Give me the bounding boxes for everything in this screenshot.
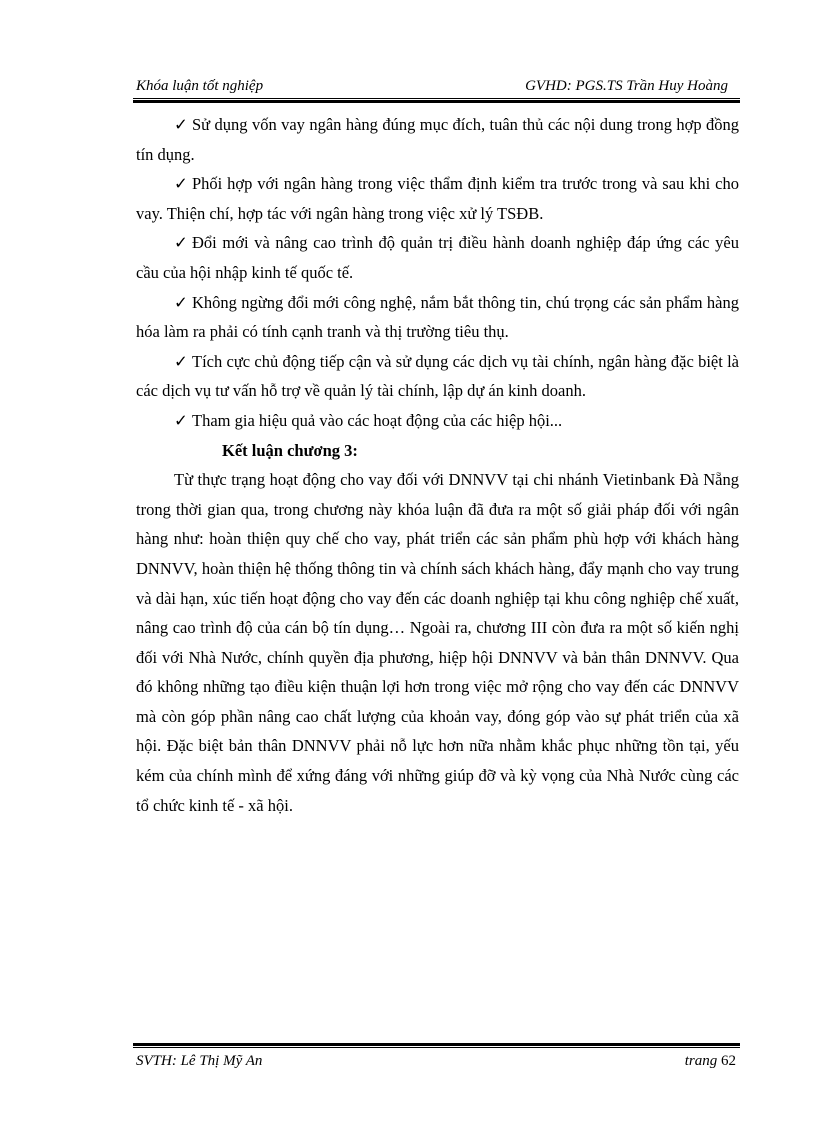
bullet-text: Không ngừng đổi mới công nghệ, nắm bắt thông tin, chú trọng các sản phẩm hàng hóa làm ra phải có tính cạnh tranh và thị trường tiêu thụ. — [136, 292, 739, 342]
check-mark-icon: ✓ — [174, 115, 188, 134]
footer-divider — [133, 1043, 740, 1048]
bullet-text: Tham gia hiệu quả vào các hoạt động của các hiệp hội... — [192, 410, 563, 430]
bullet-text: Đổi mới và nâng cao trình độ quản trị điều hành doanh nghiệp đáp ứng các yêu cầu của hội nhập kinh tế quốc tế. — [136, 233, 739, 282]
bullet-item — [136, 406, 739, 436]
bullet-text: Phối hợp với ngân hàng trong việc thẩm định kiểm tra trước trong và sau khi cho vay. Thiện chí, hợp tác với ngân hàng trong việc xử lý TSĐB. — [136, 174, 739, 223]
page-label: trang — [684, 1053, 718, 1069]
section-heading: Kết luận chương 3: — [222, 440, 358, 460]
bullet-item — [136, 288, 739, 347]
conclusion-paragraph: Từ thực trạng hoạt động cho vay đối với DNNVV tại chi nhánh Vietinbank Đà Nẵng trong thời gian qua, trong chương này khóa luận đã đưa ra một số giải pháp đối với ngân hàng như: hoàn thiện quy chế cho vay, phát triển các sản phẩm phù hợp với khách hàng DNNVV, hoàn thiện hệ thống thông tin và chính sách khách hàng, đẩy mạnh cho vay trung và dài hạn, xúc tiến hoạt động cho vay đến các doanh nghiệp tại khu công nghiệp chế xuất, nâng cao trình độ của cán bộ tín dụng… Ngoài ra, chương III còn đưa ra một số kiến nghị đối với Nhà Nước, chính quyền địa phương, hiệp hội DNNVV và bản thân DNNVV. Qua đó không những tạo điều kiện thuận lợi hơn trong việc mở rộng cho vay đến các DNNVV mà còn góp phần nâng cao chất lượng của khoản vay, đóng góp vào sự phát triển của xã hội. Đặc biệt bản thân DNNVV phải nỗ lực hơn nữa nhằm khắc phục những tồn tại, yếu kém của chính mình để xứng đáng với những giúp đỡ và kỳ vọng của Nhà Nước cùng các tổ chức kinh tế - xã hội. — [136, 470, 739, 815]
header-thesis-title: Khóa luận tốt nghiệp — [136, 78, 264, 94]
check-mark-icon: ✓ — [174, 410, 188, 430]
header-divider — [133, 98, 740, 103]
bullet-text: Sử dụng vốn vay ngân hàng đúng mục đích, tuân thủ các nội dung trong hợp đồng tín dụng. — [136, 115, 739, 164]
check-mark-icon: ✓ — [174, 174, 188, 194]
bullet-item — [136, 110, 739, 169]
page-footer — [136, 1051, 740, 1071]
bullet-text: Tích cực chủ động tiếp cận và sử dụng các dịch vụ tài chính, ngân hàng đặc biệt là các dịch vụ tư vấn hỗ trợ về quản lý tài chính, lập dự án kinh doanh. — [136, 351, 739, 401]
page-header — [136, 76, 740, 96]
check-mark-icon: ✓ — [174, 351, 188, 371]
page-number — [685, 1051, 736, 1071]
bullet-item — [136, 169, 739, 228]
bullet-item — [136, 347, 739, 406]
footer-student-name: SVTH: Lê Thị Mỹ An — [136, 1053, 263, 1069]
bullet-item — [136, 228, 739, 287]
page-body — [136, 110, 739, 820]
header-advisor: GVHD: PGS.TS Trần Huy Hoàng — [525, 78, 728, 94]
page-number-value: 62 — [721, 1053, 736, 1069]
check-mark-icon: ✓ — [174, 292, 188, 312]
check-mark-icon: ✓ — [174, 233, 188, 253]
